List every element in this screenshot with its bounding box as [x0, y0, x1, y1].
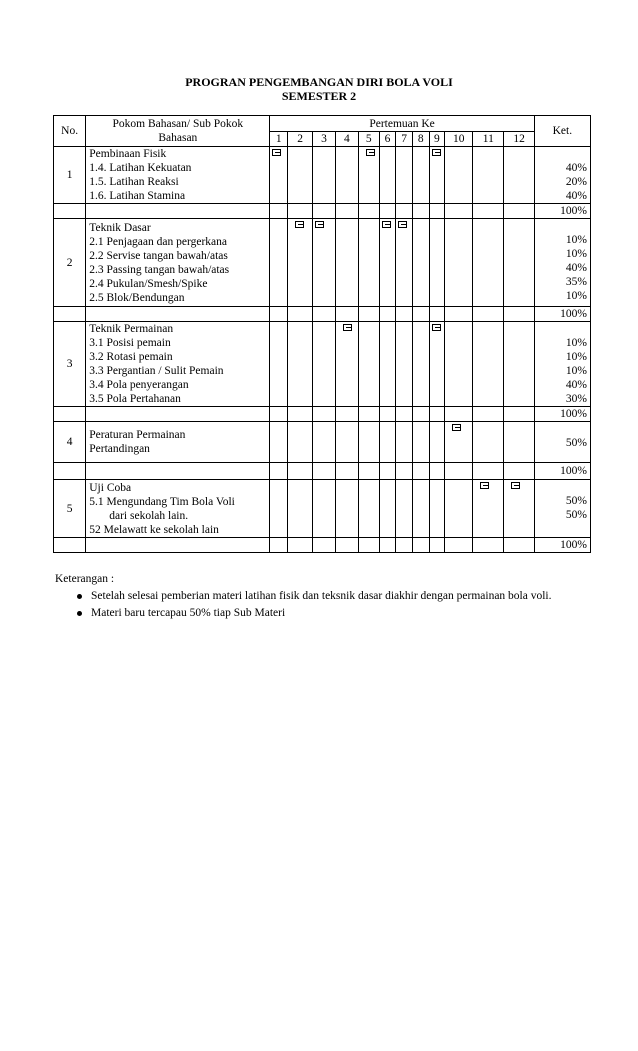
section-number: 1 [54, 147, 86, 204]
meeting-cell-11 [473, 422, 504, 463]
header-topic [86, 116, 270, 147]
empty-cell [473, 407, 504, 422]
checkbox-icon [398, 221, 407, 228]
sub-topic-item: 2.4 Pukulan/Smesh/Spike [89, 277, 208, 290]
empty-cell [473, 463, 504, 480]
sub-topic-item: 3.3 Pergantian / Sulit Pemain [89, 365, 224, 377]
meeting-cell-4 [335, 322, 358, 407]
empty-cell [54, 463, 86, 480]
empty-cell [396, 463, 413, 480]
empty-cell [396, 407, 413, 422]
meeting-cell-9 [429, 422, 445, 463]
empty-cell [429, 307, 445, 322]
meeting-cell-8 [412, 480, 429, 538]
value-spacer [538, 322, 587, 336]
notes-heading: Keterangan : [55, 573, 115, 585]
empty-cell [396, 307, 413, 322]
meeting-cell-8 [412, 147, 429, 204]
meeting-cell-8 [412, 219, 429, 307]
document-title: PROGRAN PENGEMBANGAN DIRI BOLA VOLI [185, 75, 453, 89]
sub-topic-item: 5.1 Mengundang Tim Bola Voli [89, 495, 235, 508]
meeting-number-10: 10 [445, 132, 473, 147]
empty-cell [358, 204, 379, 219]
checkbox-icon [511, 482, 520, 489]
meeting-cell-10 [445, 422, 473, 463]
meeting-cell-2 [288, 219, 313, 307]
section-number: 3 [54, 322, 86, 407]
empty-cell [504, 538, 534, 553]
empty-cell [313, 407, 336, 422]
section-total-row [54, 204, 591, 219]
sub-topic-item: 1.6. Latihan Stamina [89, 190, 186, 202]
meeting-cell-6 [379, 480, 396, 538]
empty-cell [473, 538, 504, 553]
checkbox-icon [272, 149, 281, 156]
meeting-cell-9 [429, 322, 445, 407]
sub-topic-item: 3.1 Posisi pemain [89, 337, 171, 349]
meeting-cell-7 [396, 147, 413, 204]
value-spacer [538, 147, 587, 161]
meeting-cell-8 [412, 322, 429, 407]
section-values [534, 480, 590, 538]
section-topic [86, 147, 270, 204]
empty-cell [54, 204, 86, 219]
meeting-cell-12 [504, 480, 534, 538]
meeting-number-9: 9 [429, 132, 445, 147]
meeting-number-3: 3 [313, 132, 336, 147]
section-values [534, 322, 590, 407]
empty-cell [379, 307, 396, 322]
empty-cell [445, 463, 473, 480]
section-number: 4 [54, 422, 86, 463]
checkbox-icon [480, 482, 489, 489]
empty-cell [313, 538, 336, 553]
section-values [534, 422, 590, 463]
sub-topic-item: 52 Melawatt ke sekolah lain [89, 523, 219, 536]
empty-cell [86, 463, 270, 480]
sub-topic-value: 40% [565, 190, 587, 202]
meeting-cell-5 [358, 422, 379, 463]
empty-cell [335, 463, 358, 480]
meeting-number-5: 5 [358, 132, 379, 147]
empty-cell [288, 407, 313, 422]
empty-cell [504, 307, 534, 322]
empty-cell [504, 407, 534, 422]
empty-cell [335, 307, 358, 322]
meeting-cell-10 [445, 322, 473, 407]
sub-topic-value: 10% [565, 234, 587, 246]
meeting-cell-4 [335, 422, 358, 463]
meeting-cell-11 [473, 322, 504, 407]
section-total-row [54, 307, 591, 322]
meeting-cell-6 [379, 322, 396, 407]
sub-topic-value: 40% [565, 379, 587, 391]
meeting-cell-1 [270, 422, 288, 463]
empty-cell [379, 204, 396, 219]
section-number: 5 [54, 480, 86, 538]
section-total-row [54, 463, 591, 480]
empty-cell [445, 204, 473, 219]
meeting-cell-2 [288, 322, 313, 407]
empty-cell [379, 538, 396, 553]
empty-cell [54, 538, 86, 553]
empty-cell [270, 307, 288, 322]
empty-cell [412, 307, 429, 322]
empty-cell [379, 407, 396, 422]
section-topic [86, 322, 270, 407]
empty-cell [86, 204, 270, 219]
empty-cell [412, 407, 429, 422]
meeting-cell-2 [288, 480, 313, 538]
header-note: Ket. [534, 116, 590, 147]
sub-topic-item: 2.1 Penjagaan dan pergerkana [89, 235, 227, 248]
checkbox-icon [432, 324, 441, 331]
meeting-cell-1 [270, 147, 288, 204]
sub-topic-value: 40% [565, 262, 587, 274]
checkbox-icon [315, 221, 324, 228]
empty-cell [504, 463, 534, 480]
empty-cell [288, 463, 313, 480]
empty-cell [86, 407, 270, 422]
empty-cell [358, 407, 379, 422]
section-total-row [54, 538, 591, 553]
header-row [54, 116, 591, 132]
empty-cell [396, 204, 413, 219]
sub-topic-value: 10% [565, 365, 587, 377]
meeting-cell-6 [379, 422, 396, 463]
section-row-4 [54, 422, 591, 463]
checkbox-icon [366, 149, 375, 156]
empty-cell [335, 407, 358, 422]
empty-cell [86, 307, 270, 322]
empty-cell [288, 204, 313, 219]
empty-cell [429, 463, 445, 480]
meeting-number-11: 11 [473, 132, 504, 147]
meeting-cell-7 [396, 322, 413, 407]
notes-list [55, 588, 552, 622]
meeting-number-2: 2 [288, 132, 313, 147]
meeting-cell-5 [358, 219, 379, 307]
empty-cell [270, 538, 288, 553]
meeting-number-1: 1 [270, 132, 288, 147]
section-title: Teknik Permainan [89, 323, 174, 335]
empty-cell [54, 307, 86, 322]
meeting-cell-5 [358, 322, 379, 407]
meeting-cell-7 [396, 219, 413, 307]
meeting-cell-7 [396, 422, 413, 463]
notes-section [55, 571, 552, 622]
sub-topic-value: 10% [565, 290, 587, 302]
meeting-cell-3 [313, 219, 336, 307]
meeting-cell-11 [473, 480, 504, 538]
meeting-cell-10 [445, 147, 473, 204]
section-row-1 [54, 147, 591, 204]
meeting-cell-12 [504, 322, 534, 407]
note-item: Setelah selesai pemberian materi latihan fisik dan teksnik dasar diakhir dengan permainan bola voli. [55, 588, 552, 605]
meeting-cell-9 [429, 147, 445, 204]
section-subtitle: Pertandingan [89, 443, 150, 455]
empty-cell [86, 538, 270, 553]
value-spacer [538, 422, 587, 436]
sub-topic-item: 3.2 Rotasi pemain [89, 351, 173, 363]
meeting-cell-10 [445, 480, 473, 538]
empty-cell [429, 407, 445, 422]
empty-cell [473, 204, 504, 219]
checkbox-icon [432, 149, 441, 156]
header-topic-line2: Bahasan [158, 132, 198, 144]
meeting-cell-2 [288, 422, 313, 463]
empty-cell [313, 204, 336, 219]
empty-cell [358, 538, 379, 553]
section-values [534, 219, 590, 307]
checkbox-icon [382, 221, 391, 228]
meeting-cell-7 [396, 480, 413, 538]
sub-topic-value: 30% [565, 393, 587, 405]
section-total: 100% [534, 538, 590, 553]
header-no: No. [54, 116, 86, 147]
empty-cell [412, 463, 429, 480]
section-topic [86, 480, 270, 538]
document-subtitle: SEMESTER 2 [281, 89, 357, 103]
meeting-cell-2 [288, 147, 313, 204]
meeting-cell-3 [313, 147, 336, 204]
meeting-cell-6 [379, 219, 396, 307]
sub-topic-value: 50% [565, 509, 587, 521]
empty-cell [379, 463, 396, 480]
meeting-cell-12 [504, 147, 534, 204]
meeting-cell-1 [270, 480, 288, 538]
empty-cell [313, 307, 336, 322]
sub-topic-value: 50% [565, 495, 587, 507]
section-total: 100% [534, 204, 590, 219]
sub-topic-item: 3.4 Pola penyerangan [89, 379, 189, 391]
meeting-cell-8 [412, 422, 429, 463]
empty-cell [288, 307, 313, 322]
empty-cell [358, 307, 379, 322]
section-title: Teknik Dasar [89, 221, 151, 234]
value-spacer [538, 219, 587, 233]
section-number: 2 [54, 219, 86, 307]
sub-topic-value: 50% [565, 437, 587, 449]
meeting-cell-12 [504, 422, 534, 463]
meeting-cell-9 [429, 219, 445, 307]
sub-topic-value: 35% [565, 276, 587, 288]
meeting-cell-5 [358, 480, 379, 538]
empty-cell [429, 538, 445, 553]
sub-topic-item-continued: dari sekolah lain. [109, 509, 189, 522]
checkbox-icon [452, 424, 461, 431]
meeting-cell-4 [335, 480, 358, 538]
sub-topic-value: 10% [565, 337, 587, 349]
section-total-row [54, 407, 591, 422]
empty-cell [445, 407, 473, 422]
section-title: Uji Coba [89, 481, 132, 494]
empty-cell [473, 307, 504, 322]
sub-topic-value: 10% [565, 351, 587, 363]
section-row-2 [54, 219, 591, 307]
meeting-cell-4 [335, 147, 358, 204]
header-meetings: Pertemuan Ke [270, 116, 534, 132]
section-title: Pembinaan Fisik [89, 148, 167, 160]
empty-cell [288, 538, 313, 553]
section-topic [86, 422, 270, 463]
meeting-cell-11 [473, 219, 504, 307]
empty-cell [335, 538, 358, 553]
meeting-cell-4 [335, 219, 358, 307]
meeting-cell-3 [313, 322, 336, 407]
meeting-number-4: 4 [335, 132, 358, 147]
section-values [534, 147, 590, 204]
empty-cell [445, 307, 473, 322]
meeting-cell-11 [473, 147, 504, 204]
empty-cell [429, 204, 445, 219]
section-total: 100% [534, 307, 590, 322]
meeting-cell-10 [445, 219, 473, 307]
sub-topic-item: 1.4. Latihan Kekuatan [89, 162, 192, 174]
checkbox-icon [295, 221, 304, 228]
sub-topic-value: 10% [565, 248, 587, 260]
empty-cell [412, 538, 429, 553]
meeting-cell-1 [270, 322, 288, 407]
empty-cell [270, 204, 288, 219]
meeting-cell-5 [358, 147, 379, 204]
section-title: Peraturan Permainan [89, 429, 186, 441]
meeting-cell-3 [313, 480, 336, 538]
note-item: Materi baru tercapau 50% tiap Sub Materi [55, 605, 552, 622]
section-row-3 [54, 322, 591, 407]
meeting-number-6: 6 [379, 132, 396, 147]
section-topic [86, 219, 270, 307]
meeting-cell-1 [270, 219, 288, 307]
empty-cell [313, 463, 336, 480]
value-spacer [538, 480, 587, 494]
meeting-number-12: 12 [504, 132, 534, 147]
empty-cell [445, 538, 473, 553]
empty-cell [358, 463, 379, 480]
section-total: 100% [534, 463, 590, 480]
sub-topic-item: 3.5 Pola Pertahanan [89, 393, 181, 405]
meeting-cell-6 [379, 147, 396, 204]
empty-cell [412, 204, 429, 219]
section-row-5 [54, 480, 591, 538]
sub-topic-item: 2.2 Servise tangan bawah/atas [89, 249, 228, 262]
sub-topic-value: 20% [565, 176, 587, 188]
program-table [53, 115, 591, 553]
meeting-number-7: 7 [396, 132, 413, 147]
meeting-cell-3 [313, 422, 336, 463]
sub-topic-item: 2.3 Passing tangan bawah/atas [89, 263, 230, 276]
empty-cell [335, 204, 358, 219]
empty-cell [504, 204, 534, 219]
empty-cell [270, 463, 288, 480]
checkbox-icon [343, 324, 352, 331]
meeting-cell-9 [429, 480, 445, 538]
empty-cell [270, 407, 288, 422]
empty-cell [396, 538, 413, 553]
sub-topic-item: 2.5 Blok/Bendungan [89, 291, 185, 304]
meeting-cell-12 [504, 219, 534, 307]
meeting-number-8: 8 [412, 132, 429, 147]
section-total: 100% [534, 407, 590, 422]
empty-cell [54, 407, 86, 422]
sub-topic-value: 40% [565, 162, 587, 174]
sub-topic-item: 1.5. Latihan Reaksi [89, 176, 179, 188]
header-topic-line1: Pokom Bahasan/ Sub Pokok [112, 118, 244, 130]
